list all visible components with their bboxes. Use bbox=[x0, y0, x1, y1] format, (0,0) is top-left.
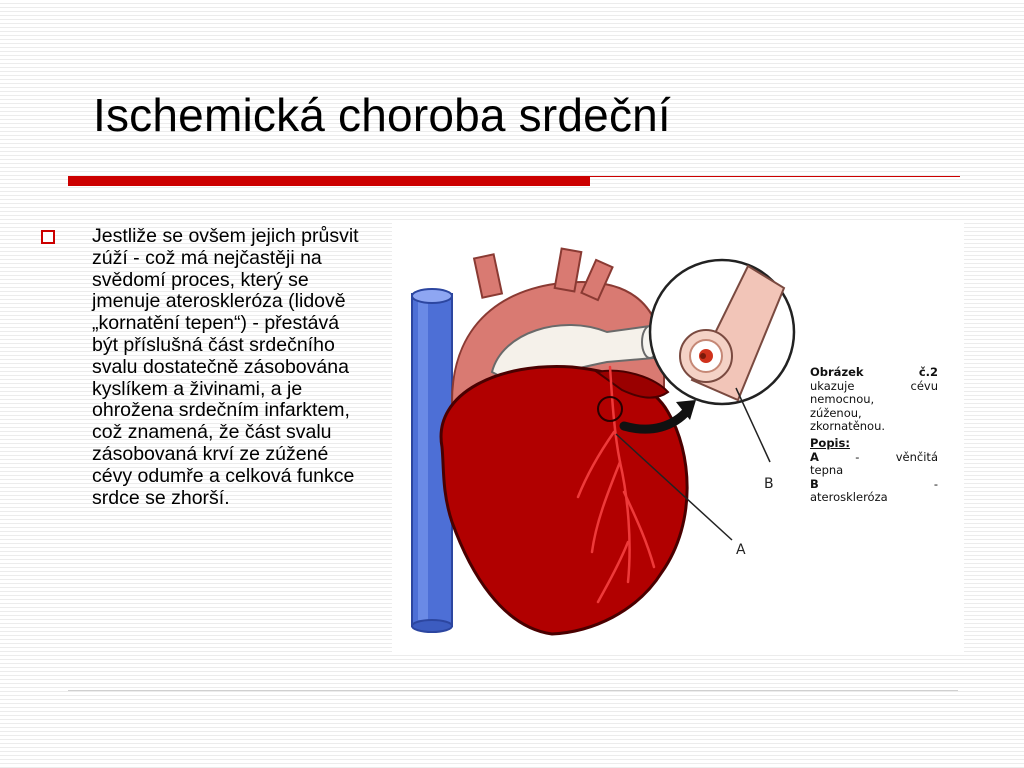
heart-muscle-shape bbox=[441, 366, 687, 634]
pointer-line-b bbox=[736, 388, 770, 462]
caption-a-line2: tepna bbox=[810, 463, 844, 478]
bullet-square-icon bbox=[41, 230, 55, 244]
caption-line4: zkornatěnou. bbox=[810, 419, 886, 434]
caption-b-line2: ateroskleróza bbox=[810, 490, 888, 505]
caption-a-dash: - bbox=[855, 449, 860, 464]
body-paragraph: Jestliže se ovšem jejich průsvit zúží - což má nejčastěji na svědomí proces, který se jmenuje ateroskleróza (lidově „kornatění tepen“) - přestává být příslušná část srdečního svalu dostatečně zásobována kyslíkem a živinami, a je ohrožena srdečním infarktem, což znamená, že část svalu zásobovaná krví ze zúžené cévy odumře a celková funkce srdce se zhorší. bbox=[92, 225, 359, 509]
label-b: B bbox=[764, 476, 774, 492]
caption-popis-heading: Popis: bbox=[810, 435, 850, 450]
caption-obrazek: Obrázek bbox=[810, 365, 864, 379]
caption-line3: zúženou, bbox=[810, 405, 862, 420]
caption-line2: nemocnou, bbox=[810, 392, 875, 407]
label-a: A bbox=[736, 542, 746, 558]
caption-a-label: A bbox=[810, 449, 819, 464]
footer-rule bbox=[68, 690, 958, 691]
caption-line1-left: ukazuje bbox=[810, 378, 855, 393]
title-underline-thick bbox=[68, 176, 590, 186]
figure-caption bbox=[810, 366, 938, 505]
caption-line1-right: cévu bbox=[910, 378, 938, 393]
caption-b-dash: - bbox=[933, 476, 938, 491]
slide-title: Ischemická choroba srdeční bbox=[93, 89, 671, 141]
caption-b-label: B bbox=[810, 476, 819, 491]
caption-number: č.2 bbox=[918, 365, 938, 379]
magnified-vessel-shape bbox=[650, 260, 794, 404]
title-underline-thin bbox=[590, 176, 960, 177]
caption-a-word: věnčitá bbox=[895, 449, 938, 464]
heart-figure bbox=[392, 222, 964, 654]
